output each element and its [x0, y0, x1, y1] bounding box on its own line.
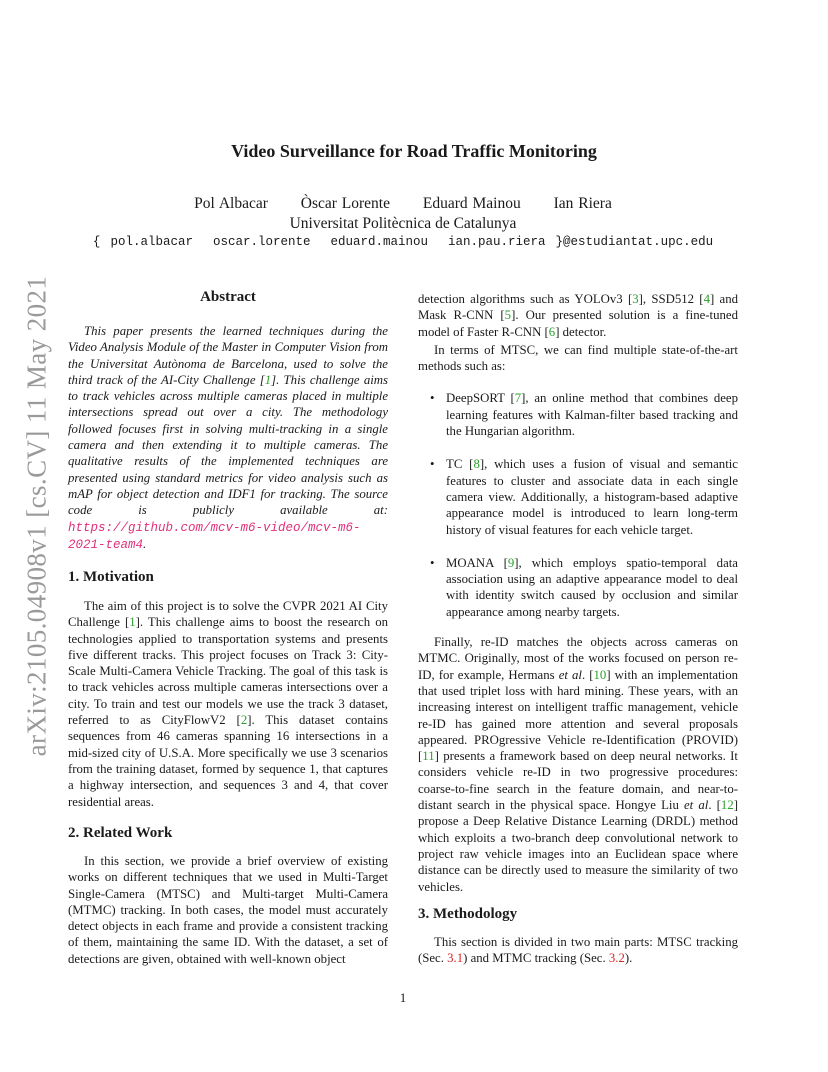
- citation-link[interactable]: 10: [593, 667, 607, 682]
- paragraph-text: This section is divided in two main parts: MTSC tracking (Sec.: [418, 935, 738, 966]
- paragraph-text: ]. This dataset contains sequences from 46 cameras spanning 16 intersections in a mid-sized city of U.S.A. More specifically we use 3 scenarios from the training dataset, formed by sequence 1, that captures a highway intersection, and sequences 3 and 4, that cover residential areas.: [68, 713, 388, 809]
- mtsc-intro: In terms of MTSC, we can find multiple state-of-the-art methods such as:: [418, 342, 738, 374]
- email-handle: eduard.mainou: [330, 235, 429, 249]
- citation-link[interactable]: 1: [129, 615, 136, 630]
- paragraph-text: ]. Our presented solution is a fine-tuned model of Faster R-CNN [: [418, 308, 738, 339]
- related-work-body-left: [68, 853, 388, 967]
- citation-link[interactable]: 1: [264, 372, 272, 387]
- section-link[interactable]: 3.1: [447, 951, 464, 966]
- author-emails: [0, 235, 806, 249]
- source-code-link[interactable]: https://github.com/mcv-m6-video/mcv-m6-2021-team4: [68, 520, 361, 552]
- motivation-body: [68, 598, 388, 810]
- abstract-text: ]. This challenge aims to track vehicles across multiple cameras placed in multiple intersections spread out over a city. The methodology followed focuses first in solving multi-tracking in a single camera and then extending it to multiple cameras. The qualitative results of the implemented techniques are presented using standard metrics for video analysis such as mAP for object detection and IDF1 for tracking. The source code is publicly available at:: [68, 372, 388, 518]
- paragraph-text: et al: [558, 667, 582, 682]
- citation-link[interactable]: 8: [473, 457, 480, 472]
- paragraph-text: ]. This challenge aims to boost the research on technologies applied to transportation systems and presents five different tracks. This project focuses on Track 3: City-Scale Multi-Camera Vehicle Tracking. The goal of this task is to track vehicles across multiple cameras intersections over a city. To train and test our models we use the track 3 dataset, referred to as CityFlowV2 [: [68, 615, 388, 728]
- email-handle: oscar.lorente: [212, 235, 311, 249]
- list-item: [418, 456, 738, 537]
- bullet-text: ], which uses a fusion of visual and semantic features to cluster and associate data in each single camera view. Additionally, a histogram-based adaptive appearance model is introduced to learn long-term history of visual features for each vehicle target.: [446, 457, 738, 537]
- paragraph-text: ) and MTMC tracking (Sec.: [463, 951, 609, 966]
- paragraph-text: . [: [581, 667, 594, 682]
- reid-paragraph: [418, 634, 738, 895]
- paragraph-text: ] propose a Deep Relative Distance Learning (DRDL) method which exploits a two-branch deep convolutional network to project raw vehicle images into an Euclidean space where distance can be directly used to measure the similarity of two vehicles.: [418, 798, 738, 894]
- paragraph-text: et al: [684, 798, 709, 813]
- paper-title: Video Surveillance for Road Traffic Monitoring: [231, 141, 597, 161]
- citation-link[interactable]: 5: [504, 308, 512, 323]
- abstract-end: .: [143, 536, 147, 551]
- author-name: Ian Riera: [553, 195, 612, 212]
- citation-link[interactable]: 4: [703, 292, 710, 306]
- paragraph-text: In this section, we provide a brief overview of existing works on different techniques that we used in Multi-Target Single-Camera (MTSC) and Multi-target Multi-Camera (MTMC) tracking. In both cases, the model must accurately detect objects in each frame and provide a consistent tracking of them, maintaining the same ID. With the dataset, a set of detections are given, obtained with well-known object: [68, 854, 388, 966]
- paragraph-text: ] with an implementation that used triplet loss with hard mining. These years, with an increasing interest on intelligent traffic management, vehicle re-ID has gained more attention and several proposals appeared. PROgressive Vehicle re-Identification (PROVID) [: [418, 667, 738, 764]
- email-handle: ian.pau.riera: [448, 235, 546, 249]
- author-list: [0, 195, 806, 213]
- section-heading-motivation: 1. Motivation: [68, 569, 154, 585]
- citation-link[interactable]: 2: [240, 713, 248, 728]
- paragraph-text: The aim of this project is to solve the CVPR 2021 AI City Challenge [: [68, 599, 388, 630]
- affiliation: Universitat Politècnica de Catalunya: [289, 215, 517, 232]
- email-handle: pol.albacar: [110, 235, 193, 249]
- methodology-body: [418, 934, 738, 967]
- citation-link[interactable]: 11: [422, 749, 435, 764]
- citation-link[interactable]: 9: [507, 555, 515, 570]
- page-number: 1: [399, 990, 407, 1005]
- citation-link[interactable]: 6: [548, 324, 556, 339]
- paragraph-text: ] detector.: [555, 324, 607, 339]
- mtsc-method-list: [418, 390, 738, 620]
- citation-link[interactable]: 12: [720, 798, 734, 813]
- paragraph-text: Finally, re-ID matches the objects across cameras on MTMC. Originally, most of the works focused on person re-ID, for example, Hermans: [418, 635, 738, 682]
- paragraph-text: ] presents a framework based on deep neural networks. It considers vehicle re-ID in two progressive procedures: coarse-to-fine search in the feature domain, and near-to-distant search in the physical space. Hongye Liu: [418, 749, 738, 813]
- abstract-body: [68, 323, 388, 553]
- paragraph-text: . [: [708, 798, 721, 813]
- section-heading-related-work: 2. Related Work: [68, 825, 173, 841]
- citation-link[interactable]: 3: [632, 292, 639, 306]
- bullet-text: ], which employs spatio-temporal data association using an adaptive appearance model to deal with identity switch caused by occlusion and similar appearance among nearby targets.: [446, 555, 738, 619]
- author-name: Eduard Mainou: [422, 195, 521, 212]
- citation-link[interactable]: 7: [514, 391, 522, 406]
- email-domain: }@estudiantat.upc.edu: [555, 235, 714, 249]
- arxiv-id: arXiv:2105.04908v1 [cs.CV] 11 May 2021: [21, 276, 52, 756]
- paragraph-text: ], SSD512 [: [638, 292, 704, 306]
- bullet-text: TC [: [446, 457, 474, 472]
- related-work-body-right: detection algorithms such as YOLOv3 [3], SSD512 [4] and Mask R-CNN [5]. Our presented solution is a fine-tuned model of Faster R-CNN [6] detector. In terms of MTSC, we can find multiple state-of-the-art methods such as: • DeepSORT [7], an online method that combines deep learning features with Kalman-filter based tracking and the Hungarian algorithm. • TC [8], which uses a fusion of visual and semantic features to cluster and associate data in each single camera view. Additionally, a histogram-based adaptive appearance model is introduced to learn long-term history of visual features for each vehicle target. • MOANA [9], which employs spatio-temporal data association using an adaptive appearance model to deal with identity switch caused by occlusion and similar appearance among nearby targets. Finally, re-ID matches the objects across cameras on MTMC. Originally, most of the works focused on person re-ID, for example, Hermans et al. [10] with an implementation that used triplet loss with hard mining. These years, with an increasing interest on intelligent traffic management, vehicle re-ID has gained more attention and several proposals appeared. PROgressive Vehicle re-Identification (PROVID) [11] presents a framework based on deep neural networks. It considers vehicle re-ID in two progressive procedures: coarse-to-fine search in the feature domain, and near-to-distant search in the physical space. Hongye Liu et al. [12] propose a Deep Relative Distance Learning (DRDL) method which exploits a two-branch deep convolutional network to project raw vehicle images into an Euclidean space where distance can be directly used to measure the similarity of two vehicles.: [418, 291, 738, 895]
- email-brace-open: {: [92, 235, 101, 249]
- author-name: Òscar Lorente: [300, 195, 390, 212]
- section-heading-methodology: 3. Methodology: [418, 906, 518, 922]
- list-item: [418, 555, 738, 620]
- paragraph-text: ] and Mask R-CNN [: [418, 292, 738, 323]
- author-name: Pol Albacar: [194, 195, 268, 212]
- bullet-text: DeepSORT [: [446, 391, 515, 406]
- arxiv-stamp: [12, 276, 62, 756]
- paragraph-text: ).: [624, 951, 633, 966]
- abstract-text: This paper presents the learned techniques during the Video Analysis Module of the Master in Computer Vision from the Universitat Autònoma de Barcelona, used to solve the third track of the AI-City Challenge [: [68, 324, 388, 387]
- bullet-text: ], an online method that combines deep learning features with Kalman-filter based tracking and the Hungarian algorithm.: [446, 391, 738, 439]
- abstract-heading: Abstract: [200, 289, 256, 305]
- list-item: [418, 390, 738, 439]
- bullet-text: MOANA [: [446, 555, 508, 570]
- section-link[interactable]: 3.2: [608, 951, 625, 966]
